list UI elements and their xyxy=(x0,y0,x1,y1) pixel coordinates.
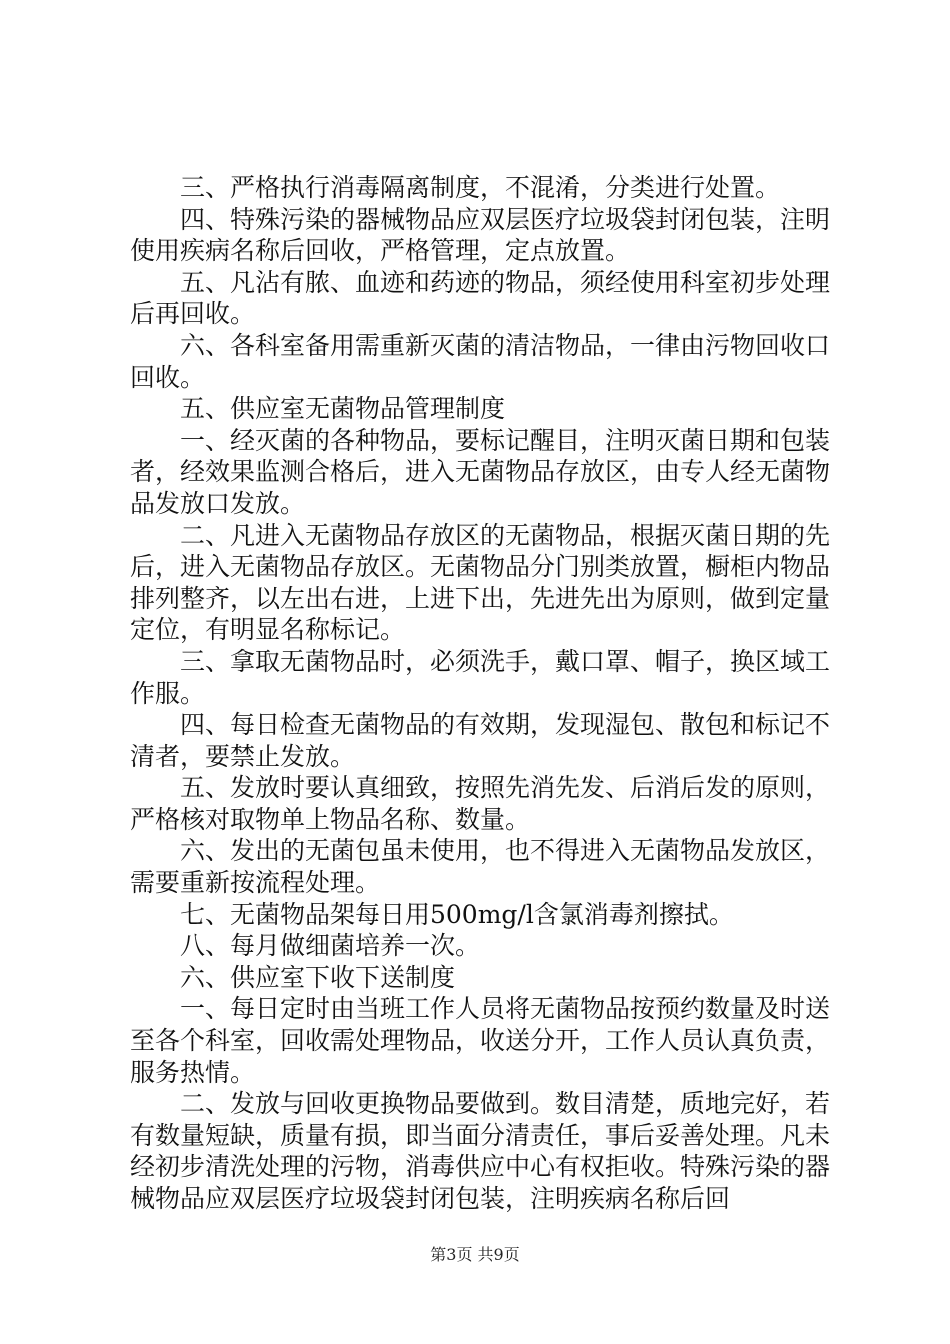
paragraph: 六、发出的无菌包虽未使用，也不得进入无菌物品发放区，需要重新按流程处理。 xyxy=(130,836,831,898)
section-heading: 六、供应室下收下送制度 xyxy=(180,962,456,992)
paragraph: 二、凡进入无菌物品存放区的无菌物品，根据灭菌日期的先后，进入无菌物品存放区。无菌物品分门别类放置，橱柜内物品排列整齐，以左出右进，上进下出，先进先出为原则，做到定量定位，有明显名称标记。 xyxy=(130,520,831,645)
paragraph: 三、严格执行消毒隔离制度，不混淆，分类进行处置。 xyxy=(180,173,781,202)
paragraph: 八、每月做细菌培养一次。 xyxy=(180,931,481,961)
paragraph: 四、特殊污染的器械物品应双层医疗垃圾袋封闭包装，注明使用疾病名称后回收，严格管理，定点放置。 xyxy=(130,204,831,266)
paragraph: 一、每日定时由当班工作人员将无菌物品按预约数量及时送至各个科室，回收需处理物品，收送分开，工作人员认真负责，服务热情。 xyxy=(130,994,831,1087)
paragraph: 五、凡沾有脓、血迹和药迹的物品，须经使用科室初步处理后再回收。 xyxy=(130,267,831,329)
paragraph: 三、拿取无菌物品时，必须洗手，戴口罩、帽子，换区域工作服。 xyxy=(130,646,831,708)
section-heading: 五、供应室无菌物品管理制度 xyxy=(180,394,506,424)
paragraph: 四、每日检查无菌物品的有效期，发现湿包、散包和标记不清者，要禁止发放。 xyxy=(130,710,831,771)
paragraph: 一、经灭菌的各种物品，要标记醒目，注明灭菌日期和包装者，经效果监测合格后，进入无菌物品存放区，由专人经无菌物品发放口发放。 xyxy=(130,425,831,518)
page-footer xyxy=(0,1245,950,1265)
paragraph: 五、发放时要认真细致，按照先消先发、后消后发的原则，严格核对取物单上物品名称、数量。 xyxy=(130,773,831,834)
paragraph: 七、无菌物品架每日用500mg/l含氯消毒剂擦拭。 xyxy=(180,899,734,929)
page-number: 第3页 共9页 xyxy=(430,1245,520,1264)
paragraph: 六、各科室备用需重新灭菌的清洁物品，一律由污物回收口回收。 xyxy=(130,330,831,392)
document-body xyxy=(130,172,830,1215)
paragraph: 二、发放与回收更换物品要做到。数目清楚，质地完好，若有数量短缺，质量有损，即当面分清责任，事后妥善处理。凡未经初步清洗处理的污物，消毒供应中心有权拒收。特殊污染的器械物品应双层医疗垃圾袋封闭包装，注明疾病名称后回 xyxy=(130,1089,831,1213)
